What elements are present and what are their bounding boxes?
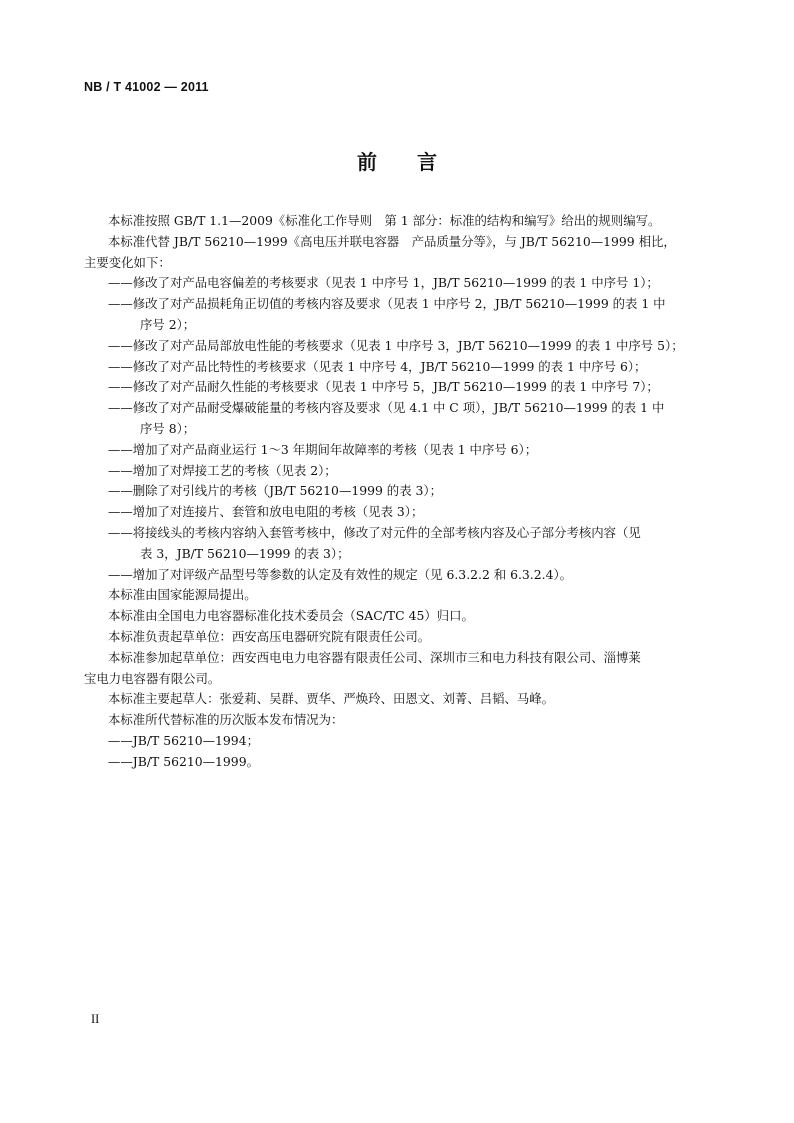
change-item-text: ——删除了对引线片的考核（JB/T 56210—1999 的表 3）； bbox=[108, 483, 442, 499]
paragraph-participating-drafters: 本标准参加起草单位：西安西电电力电容器有限责任公司、深圳市三和电力科技有限公司、淄博莱 bbox=[108, 649, 641, 665]
change-item bbox=[84, 565, 714, 586]
change-item-text: ——增加了对评级产品型号等参数的认定及有效性的规定（见 6.3.2.2 和 6.3.2.4）。 bbox=[108, 566, 573, 582]
paragraph-main-drafters: 本标准主要起草人：张爱莉、吴群、贾华、严焕玲、田恩文、刘菁、吕韬、马峰。 bbox=[108, 691, 555, 707]
page-number: II bbox=[91, 1012, 100, 1026]
page-title: 前言 bbox=[357, 150, 477, 174]
change-item bbox=[84, 481, 714, 502]
paragraph-replacement-continued: 主要变化如下： bbox=[84, 254, 171, 270]
document-body bbox=[84, 211, 714, 773]
change-item bbox=[84, 294, 714, 336]
paragraph-history-intro: 本标准所代替标准的历次版本发布情况为： bbox=[108, 712, 344, 728]
change-item-continuation: 表 3，JB/T 56210—1999 的表 3）； bbox=[140, 545, 350, 561]
history-item-text: ——JB/T 56210—1999。 bbox=[108, 753, 259, 769]
change-item-text: ——增加了对产品商业运行 1～3 年期间年故障率的考核（见表 1 中序号 6）； bbox=[108, 441, 538, 457]
change-item-continuation: 序号 8）； bbox=[140, 420, 196, 436]
change-item-text: ——增加了对连接片、套管和放电电阻的考核（见表 3）； bbox=[108, 504, 424, 520]
change-item bbox=[84, 440, 714, 461]
change-item-text: ——修改了对产品比特性的考核要求（见表 1 中序号 4，JB/T 56210—1999 的表 1 中序号 6）； bbox=[108, 358, 647, 374]
change-item-text: ——修改了对产品电容偏差的考核要求（见表 1 中序号 1，JB/T 56210—1999 的表 1 中序号 1）； bbox=[108, 275, 659, 291]
change-item-text: ——修改了对产品损耗角正切值的考核内容及要求（见表 1 中序号 2，JB/T 56210—1999 的表 1 中 bbox=[108, 296, 666, 312]
history-item-text: ——JB/T 56210—1994； bbox=[108, 732, 259, 748]
document-code-header: NB / T 41002 — 2011 bbox=[84, 80, 209, 94]
change-item bbox=[84, 336, 714, 357]
change-item-text: ——修改了对产品耐受爆破能量的考核内容及要求（见 4.1 中 C 项），JB/T 56210—1999 的表 1 中 bbox=[108, 400, 665, 416]
change-item bbox=[84, 502, 714, 523]
change-item bbox=[84, 461, 714, 482]
history-item bbox=[84, 731, 714, 752]
change-item bbox=[84, 357, 714, 378]
change-item bbox=[84, 273, 714, 294]
paragraph-drafting-rules: 本标准按照 GB/T 1.1—2009《标准化工作导则 第 1 部分：标准的结构和编写》给出的规则编写。 bbox=[108, 213, 661, 228]
paragraph-proposed-by: 本标准由国家能源局提出。 bbox=[108, 587, 257, 603]
change-item bbox=[84, 523, 714, 565]
change-item-text: ——修改了对产品局部放电性能的考核要求（见表 1 中序号 3，JB/T 56210—1999 的表 1 中序号 5）； bbox=[108, 337, 684, 353]
paragraph-participating-drafters-continued: 宝电力电容器有限公司。 bbox=[84, 670, 221, 686]
change-item bbox=[84, 377, 714, 398]
change-item bbox=[84, 398, 714, 440]
change-item-continuation: 序号 2）； bbox=[140, 316, 196, 332]
change-item-text: ——增加了对焊接工艺的考核（见表 2）； bbox=[108, 462, 337, 478]
change-item-text: ——修改了对产品耐久性能的考核要求（见表 1 中序号 5，JB/T 56210—1999 的表 1 中序号 7）； bbox=[108, 379, 659, 395]
paragraph-lead-drafter: 本标准负责起草单位：西安高压电器研究院有限责任公司。 bbox=[108, 628, 431, 644]
change-item-text: ——将接线头的考核内容纳入套管考核中，修改了对元件的全部考核内容及心子部分考核内容（见 bbox=[108, 524, 641, 540]
paragraph-committee: 本标准由全国电力电容器标准化技术委员会（SAC/TC 45）归口。 bbox=[108, 608, 474, 624]
paragraph-replacement: 本标准代替 JB/T 56210—1999《高电压并联电容器 产品质量分等》，与 JB/T 56210—1999 相比， bbox=[108, 233, 676, 249]
history-item bbox=[84, 752, 714, 773]
